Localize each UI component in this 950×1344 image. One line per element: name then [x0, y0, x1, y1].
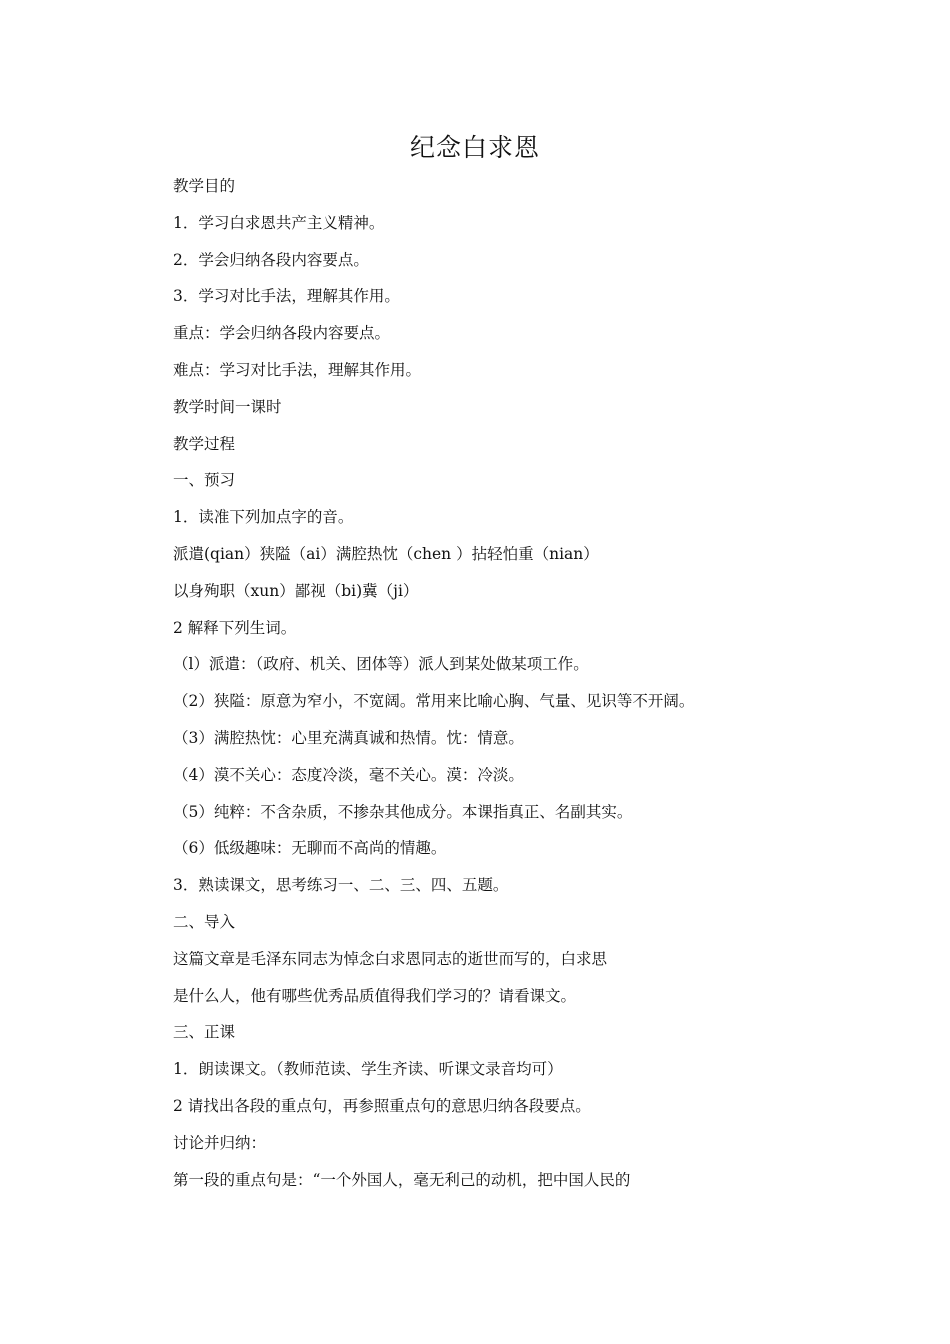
- text-line: （l）派遣：（政府、机关、团体等）派人到某处做某项工作。: [173, 655, 589, 674]
- text-line: 教学时间一课时: [173, 397, 282, 416]
- text-line: 二、导入: [173, 912, 236, 931]
- document-title: 纪念白求恩: [409, 133, 540, 162]
- text-line: 这篇文章是毛泽东同志为悼念白求恩同志的逝世而写的，白求思: [173, 949, 608, 968]
- text-line: 1．朗读课文。（教师范读、学生齐读、听课文录音均可）: [173, 1060, 563, 1079]
- text-line: 教学目的: [173, 177, 236, 195]
- text-line: 2．学会归纳各段内容要点。: [173, 250, 369, 269]
- text-line: 3．熟读课文，思考练习一、二、三、四、五题。: [173, 876, 509, 895]
- text-line: （5）纯粹：不含杂质，不掺杂其他成分。本课指真正、名副其实。: [173, 802, 633, 821]
- text-line: 重点：学会归纳各段内容要点。: [173, 324, 391, 343]
- text-line: 1．读准下列加点字的音。: [173, 508, 354, 527]
- text-line: 第一段的重点句是：“一个外国人，毫无利己的动机，把中国人民的: [173, 1170, 631, 1189]
- text-line: （2）狭隘：原意为窄小，不宽阔。常用来比喻心胸、气量、见识等不开阔。: [173, 692, 695, 711]
- text-line: 3．学习对比手法，理解其作用。: [173, 287, 400, 306]
- text-line: 以身殉职（xun）鄙视（bi)冀（ji）: [173, 581, 419, 600]
- text-line: 教学过程: [173, 434, 236, 453]
- text-line: （6）低级趣味：无聊而不高尚的情趣。: [173, 839, 447, 858]
- text-line: 是什么人，他有哪些优秀品质值得我们学习的？请看课文。: [173, 986, 577, 1005]
- text-line: 2 解释下列生词。: [173, 618, 297, 637]
- text-line: 派遣(qian）狭隘（ai）满腔热忱（chen ）拈轻怕重（nian）: [173, 544, 599, 563]
- text-line: （4）漠不关心：态度冷淡，毫不关心。漠：冷淡。: [173, 765, 524, 784]
- document-body: [173, 174, 793, 1204]
- text-line: 1．学习白求恩共产主义精神。: [173, 213, 385, 232]
- text-line: 2 请找出各段的重点句，再参照重点句的意思归纳各段要点。: [173, 1096, 591, 1115]
- text-line: 三、正课: [173, 1023, 236, 1042]
- text-line: （3）满腔热忱：心里充满真诚和热情。忱：情意。: [173, 728, 524, 747]
- text-line: 一、预习: [173, 471, 236, 490]
- text-line: 难点：学习对比手法，理解其作用。: [173, 360, 422, 379]
- text-line: 讨论并归纳：: [173, 1133, 267, 1152]
